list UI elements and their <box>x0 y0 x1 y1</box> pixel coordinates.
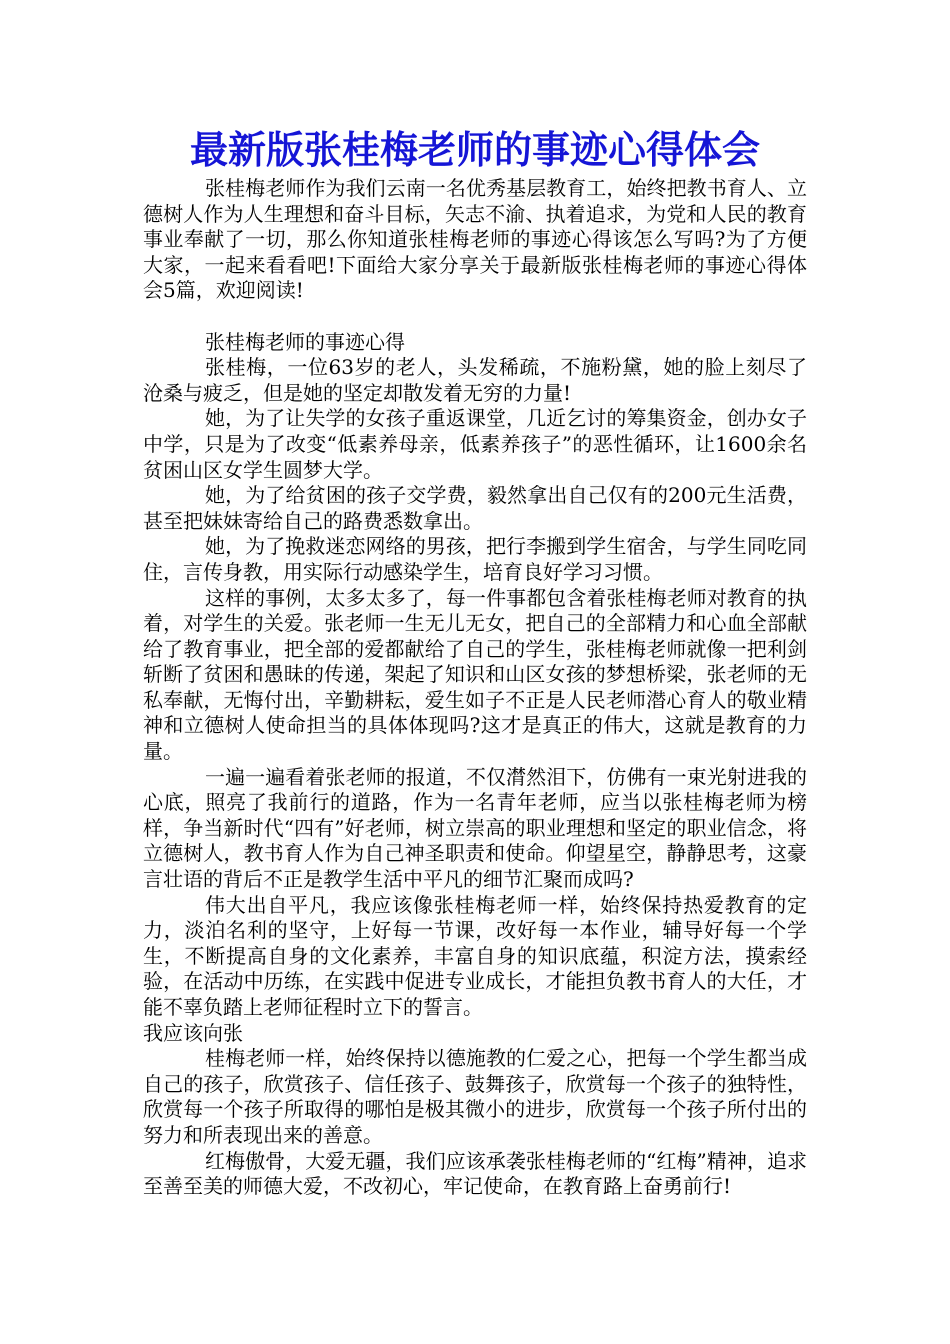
body-paragraph: 她，为了挽救迷恋网络的男孩，把行李搬到学生宿舍，与学生同吃同住，言传身教，用实际行动感染学生，培育良好学习习惯。 <box>143 534 807 584</box>
body-paragraph: 这样的事例，太多太多了，每一件事都包含着张桂梅老师对教育的执着，对学生的关爱。张老师一生无儿无女，把自己的全部精力和心血全部献给了教育事业，把全部的爱都献给了自己的学生，张桂梅老师就像一把利剑斩断了贫困和愚昧的传递，架起了知识和山区女孩的梦想桥梁，张老师的无私奉献，无悔付出，辛勤耕耘，爱生如子不正是人民老师潜心育人的敬业精神和立德树人使命担当的具体体现吗?这才是真正的伟大，这就是教育的力量。 <box>143 585 807 764</box>
body-paragraph: 一遍一遍看着张老师的报道，不仅潸然泪下，仿佛有一束光射进我的心底，照亮了我前行的道路，作为一名青年老师，应当以张桂梅老师为榜样，争当新时代“四有”好老师，树立崇高的职业理想和坚定的职业信念，将立德树人，教书育人作为自己神圣职责和使命。仰望星空，静静思考，这豪言壮语的背后不正是教学生活中平凡的细节汇聚而成吗? <box>143 764 807 892</box>
body-paragraph: 桂梅老师一样，始终保持以德施教的仁爱之心，把每一个学生都当成自己的孩子，欣赏孩子、信任孩子、鼓舞孩子，欣赏每一个孩子的独特性，欣赏每一个孩子所取得的哪怕是极其微小的进步，欣赏每一个孩子所付出的努力和所表现出来的善意。 <box>143 1046 807 1147</box>
body-paragraph: 她，为了让失学的女孩子重返课堂，几近乞讨的筹集资金，创办女子中学，只是为了改变“低素养母亲，低素养孩子”的恶性循环，让1600余名贫困山区女学生圆梦大学。 <box>143 406 807 482</box>
intro-paragraph: 张桂梅老师作为我们云南一名优秀基层教育工，始终把教书育人、立德树人作为人生理想和奋斗目标，矢志不渝、执着追求，为党和人民的教育事业奉献了一切，那么你知道张桂梅老师的事迹心得该怎么写吗?为了方便大家，一起来看看吧!下面给大家分享关于最新版张桂梅老师的事迹心得体会5篇，欢迎阅读! <box>143 176 807 303</box>
blank-line <box>143 304 807 330</box>
body-paragraph: 她，为了给贫困的孩子交学费，毅然拿出自己仅有的200元生活费，甚至把妹妹寄给自己的路费悉数拿出。 <box>143 483 807 533</box>
document-title: 最新版张桂梅老师的事迹心得体会 <box>189 128 760 172</box>
break-line: 我应该向张 <box>143 1020 243 1045</box>
section-heading: 张桂梅老师的事迹心得 <box>205 329 405 354</box>
document-page <box>143 124 807 1200</box>
body-paragraph: 张桂梅，一位63岁的老人，头发稀疏，不施粉黛，她的脸上刻尽了沧桑与疲乏，但是她的坚定却散发着无穷的力量! <box>143 355 807 405</box>
body-paragraph: 伟大出自平凡，我应该像张桂梅老师一样，始终保持热爱教育的定力，淡泊名利的坚守，上好每一节课，改好每一本作业，辅导好每一个学生，不断提高自身的文化素养，丰富自身的知识底蕴，积淀方法，摸索经验，在活动中历练，在实践中促进专业成长，才能担负教书育人的大任，才能不辜负踏上老师征程时立下的誓言。 <box>143 892 807 1019</box>
body-paragraph: 红梅傲骨，大爱无疆，我们应该承袭张桂梅老师的“红梅”精神，追求至善至美的师德大爱，不改初心，牢记使命，在教育路上奋勇前行! <box>143 1148 807 1199</box>
